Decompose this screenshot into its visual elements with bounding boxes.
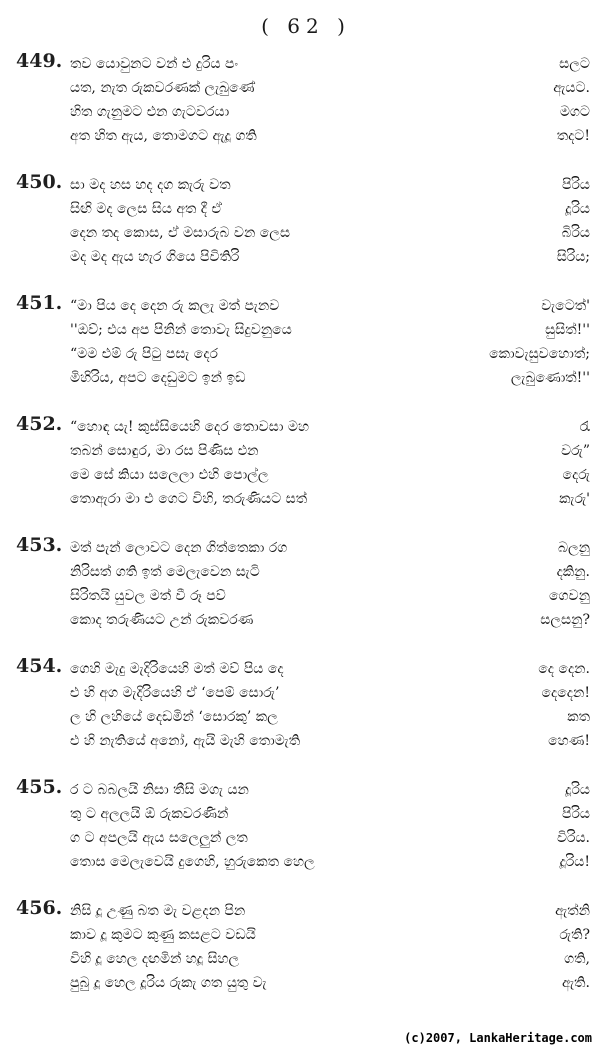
- verse-block: [0, 657, 612, 749]
- verse-line: [70, 366, 590, 390]
- verse-line-text: එ හි අග මැදිරියෙහි ඒ ‘පෙම් සොරු’: [70, 685, 280, 701]
- verse-line: [70, 850, 590, 874]
- verse-line-rhyme-word: විරිය.: [556, 830, 590, 846]
- verse-line-rhyme-word: ගති,: [564, 951, 590, 967]
- verse-line-rhyme-word: පිරිය: [562, 806, 590, 822]
- verse-line-rhyme-word: දෙරු: [562, 467, 590, 483]
- verse-block: [0, 294, 612, 386]
- verse-line: [70, 124, 590, 148]
- verse-line-text: පුබු දූ හෙල දූරිය රුකැ ගත යුතු වැ: [70, 975, 267, 991]
- verse-line-rhyme-word: මගට: [559, 104, 590, 120]
- verse-line: [70, 342, 590, 366]
- verse-line-text: ල හි ලහියේ දෙඩමින් ‘සොරකු’ කල: [70, 709, 278, 725]
- verse-line: [70, 802, 590, 826]
- verse-line: [70, 487, 590, 511]
- verse-line-text: ග ට අපලයි ඇය සලෙලුන් ලත: [70, 830, 248, 846]
- verse-line-rhyme-word: හෙණ!: [548, 733, 590, 749]
- verse-line-rhyme-word: සිරිය;: [556, 249, 590, 265]
- verse-line-rhyme-word: දෙදෙන!: [541, 685, 590, 701]
- verse-line-rhyme-word: බිරිය: [561, 225, 590, 241]
- verse-line: [70, 100, 590, 124]
- verse-line-text: මද මද ඇය හැර ගියෙ පිවිතිරි: [70, 249, 240, 265]
- verse-line-rhyme-word: රැ: [579, 419, 590, 435]
- verse-line-rhyme-word: සලසනු?: [540, 612, 590, 628]
- verse-line-text: තොඇරා මා එ ගෙට විහි, තරුණියට සත්: [70, 491, 308, 507]
- verse-line-text: තු ට අලලයි ඕ රුකවරණින්: [70, 806, 229, 822]
- verse-block: [0, 536, 612, 628]
- verse-line-rhyme-word: ඇයට.: [553, 80, 590, 96]
- verse-line: [70, 439, 590, 463]
- verse-line-rhyme-word: බලනු: [557, 540, 590, 556]
- verse-line-rhyme-word: දූරිය!: [559, 854, 590, 870]
- verse-line-rhyme-word: සුසිත්!'': [545, 322, 590, 338]
- verse-line: [70, 415, 590, 439]
- verse-line: [70, 221, 590, 245]
- page-number: ( 62 ): [261, 14, 351, 38]
- verse-line-rhyme-word: ඇති.: [562, 975, 590, 991]
- verse-line-text: සා මද හස හද දග කැරු වත: [70, 177, 231, 193]
- verse-line-rhyme-word: කැරු': [559, 491, 590, 507]
- verse-line-text: යත, නැත රුකවරණක් ලැබුණේ: [70, 80, 255, 96]
- verse-line-text: අත හිත ඇය, තොමගට ඇදූ ගති: [70, 128, 257, 144]
- verse-line-text: නිසි දූ උණු බත මැ වළදන පින: [70, 903, 246, 919]
- verse-line-text: සිරිතයි යුවල මත් වී රූ පව්: [70, 588, 226, 604]
- verse-line: [70, 173, 590, 197]
- verse-line: [70, 560, 590, 584]
- verse-line-text: තොස මෙලැවෙයි දුගෙහි, හුරුකෙත හෙල: [70, 854, 315, 870]
- verse-line: [70, 826, 590, 850]
- verse-line-text: දෙන තද කොස, ඒ මසාරුබ වන ලෙස: [70, 225, 291, 241]
- verse-line-rhyme-word: කොවැසුවහොත්;: [489, 346, 590, 362]
- verse-block: [0, 899, 612, 991]
- verse-line-text: සිඟි මද ලෙස සිය අත දී ඒ: [70, 201, 222, 217]
- verse-number: 450.: [16, 171, 63, 193]
- verse-line-text: මෙ සේ කියා සලෙලා එහි පොල්ල: [70, 467, 269, 483]
- verse-line: [70, 947, 590, 971]
- verse-line-text: ර ට බබලයි නිසා තීසි මගැ යන: [70, 782, 249, 798]
- verse-line-text: ''ඔව්; එය අප පිනින් තොවැ සිදුවනුයෙ: [70, 322, 292, 338]
- verse-line-text: නිරිසත් ගති ඉත් මෙලැවෙන සැටි: [70, 564, 260, 580]
- verse-block: [0, 415, 612, 507]
- verse-line-rhyme-word: දෙ දෙන.: [538, 661, 590, 677]
- verse-line-rhyme-word: ඇත්නි: [555, 903, 590, 919]
- verse-line-rhyme-word: ගෙවනු: [549, 588, 590, 604]
- verse-line: [70, 899, 590, 923]
- verse-line: [70, 463, 590, 487]
- verse-number: 455.: [16, 776, 63, 798]
- verse-line: [70, 76, 590, 100]
- verse-line-rhyme-word: පිරිය: [562, 177, 590, 193]
- verse-line: [70, 245, 590, 269]
- verse-line: [70, 681, 590, 705]
- verse-line: [70, 318, 590, 342]
- verse-line: [70, 608, 590, 632]
- verse-line-text: මිහිරිය, අපට දෙඩුමට ඉන් ඉඩ: [70, 370, 246, 386]
- verse-line: [70, 705, 590, 729]
- verse-line-rhyme-word: වරු”: [561, 443, 590, 459]
- verse-line-text: හිත ගැනුමට එන ගැටවරයා: [70, 104, 230, 120]
- verse-line-text: ගෙහි මැදු මැදිරියෙහි මත් මව් පිය දෙ: [70, 661, 284, 677]
- verse-number: 456.: [16, 897, 63, 919]
- verse-line-rhyme-word: දූරිය: [565, 782, 590, 798]
- verse-line-text: කාව දූ කුමට කුණු කසළට වඩයි: [70, 927, 256, 943]
- verse-line-text: තව යොවුනට වන් එ දුරිය පං: [70, 56, 239, 72]
- verse-block: [0, 778, 612, 870]
- verse-line-text: “මා පිය දෙ දෙන රු කලැ මත් පැනව: [70, 298, 280, 314]
- verse-line-rhyme-word: කත: [567, 709, 590, 725]
- verse-number: 449.: [16, 50, 63, 72]
- verse-line-rhyme-word: තදට!: [556, 128, 590, 144]
- verse-line-rhyme-word: ලැබුණොත්!'': [510, 370, 590, 386]
- verse-line-rhyme-word: රුති?: [559, 927, 590, 943]
- verse-line-text: තබන් සොඳුර, මා රස පිණිස එන: [70, 443, 259, 459]
- verse-line-rhyme-word: දකිනු.: [556, 564, 590, 580]
- verse-line-text: කොද තරුණියට උන් රුකවරණ: [70, 612, 254, 628]
- verse-number: 452.: [16, 413, 63, 435]
- verse-line: [70, 52, 590, 76]
- verse-line: [70, 923, 590, 947]
- verse-number: 453.: [16, 534, 63, 556]
- verse-line-rhyme-word: වැටෙත්': [541, 298, 590, 314]
- verse-line-rhyme-word: සලට: [559, 56, 590, 72]
- verse-line: [70, 197, 590, 221]
- verse-line: [70, 536, 590, 560]
- copyright-notice: (c)2007, LankaHeritage.com: [404, 1031, 592, 1045]
- verse-line: [70, 294, 590, 318]
- verse-line-text: “හොඳ යැ! කුස්සියෙහි දෙර තොවසා මහ: [70, 419, 309, 435]
- verse-line-text: විහි දූ හෙල දඟමින් හදූ සිහල: [70, 951, 240, 967]
- verse-number: 451.: [16, 292, 63, 314]
- verse-block: [0, 173, 612, 265]
- verse-line: [70, 657, 590, 681]
- verse-line-text: “මම එම් රු පිටු පසැ දෙර: [70, 346, 218, 362]
- verse-line: [70, 729, 590, 753]
- verse-line: [70, 584, 590, 608]
- verse-list: [0, 52, 612, 1020]
- verse-number: 454.: [16, 655, 63, 677]
- verse-line: [70, 971, 590, 995]
- verse-line-rhyme-word: දූරිය: [565, 201, 590, 217]
- verse-line-text: එ හි නැතියේ අනෝ, ඇයි මැහි තොමැති: [70, 733, 301, 749]
- verse-line-text: මත් පැන් ලොවට දෙන ගිත්තෙකා රග: [70, 540, 288, 556]
- verse-line: [70, 778, 590, 802]
- verse-block: [0, 52, 612, 144]
